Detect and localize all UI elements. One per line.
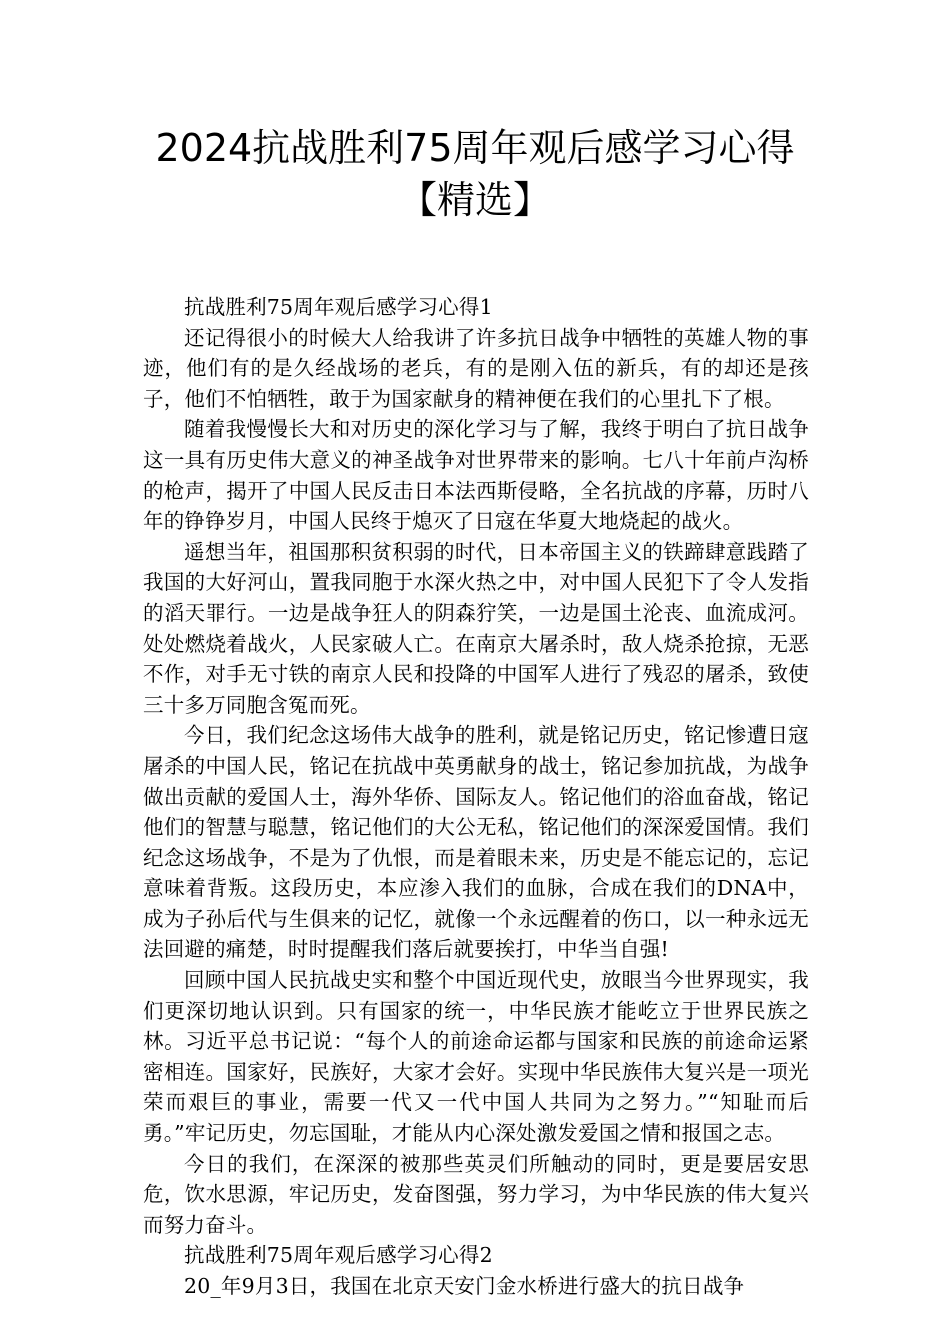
paragraph: 今日，我们纪念这场伟大战争的胜利，就是铭记历史，铭记惨遭日寇屠杀的中国人民，铭记在抗战中英勇献身的战士，铭记参加抗战，为战争做出贡献的爱国人士，海外华侨、国际友人。铭记他们的浴血奋战，铭记他们的智慧与聪慧，铭记他们的大公无私，铭记他们的深深爱国情。我们纪念这场战争，不是为了仇恨，而是着眼未来，历史是不能忘记的，忘记意味着背叛。这段历史，本应渗入我们的血脉，合成在我们的DNA中，成为子孙后代与生俱来的记忆，就像一个永远醒着的伤口，以一种永远无法回避的痛楚，时时提醒我们落后就要挨打，中华当自强! [143,723,809,962]
paragraph: 20_年9月3日，我国在北京天安门金水桥进行盛大的抗日战争 [184,1274,745,1298]
paragraph: 今日的我们，在深深的被那些英灵们所触动的同时，更是要居安思危，饮水思源，牢记历史，发奋图强，努力学习，为中华民族的伟大复兴而努力奋斗。 [143,1151,809,1237]
title-line-2: 【精选】 [398,178,551,222]
paragraph: 回顾中国人民抗战史实和整个中国近现代史，放眼当今世界现实，我们更深切地认识到。只有国家的统一，中华民族才能屹立于世界民族之林。习近平总书记说：“每个人的前途命运都与国家和民族的前途命运紧密相连。国家好，民族好，大家才会好。实现中华民族伟大复兴是一项光荣而艰巨的事业，需要一代又一代中国人共同为之努力。”“知耻而后勇。”牢记历史，勿忘国耻，才能从内心深处激发爱国之情和报国之志。 [143,968,809,1146]
paragraph: 遥想当年，祖国那积贫积弱的时代，日本帝国主义的铁蹄肆意践踏了我国的大好河山，置我同胞于水深火热之中，对中国人民犯下了令人发指的滔天罪行。一边是战争狂人的阴森狞笑，一边是国土沦丧、血流成河。处处燃烧着战火，人民家破人亡。在南京大屠杀时，敌人烧杀抢掠，无恶不作，对手无寸铁的南京人民和投降的中国军人进行了残忍的屠杀，致使三十多万同胞含冤而死。 [143,539,809,717]
paragraph: 还记得很小的时候大人给我讲了许多抗日战争中牺牲的英雄人物的事迹，他们有的是久经战场的老兵，有的是刚入伍的新兵，有的却还是孩子，他们不怕牺牲，敢于为国家献身的精神便在我们的心里扎下了根。 [143,325,809,411]
title-line-1: 2024抗战胜利75周年观后感学习心得 [155,126,795,170]
document-title [0,122,950,226]
section-heading-1: 抗战胜利75周年观后感学习心得1 [184,295,493,319]
section-heading-2: 抗战胜利75周年观后感学习心得2 [184,1243,493,1268]
document-body [143,292,809,1302]
paragraph: 随着我慢慢长大和对历史的深化学习与了解，我终于明白了抗日战争这一具有历史伟大意义的神圣战争对世界带来的影响。七八十年前卢沟桥的枪声，揭开了中国人民反击日本法西斯侵略，全名抗战的序幕，历时八年的铮铮岁月，中国人民终于熄灭了日寇在华夏大地烧起的战火。 [143,417,809,534]
